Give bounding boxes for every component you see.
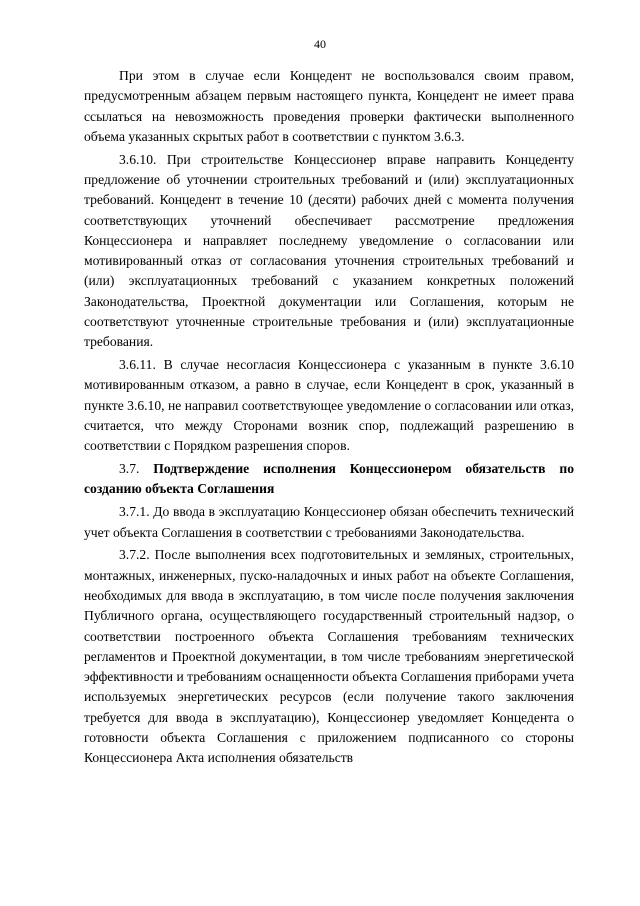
clause-text: После выполнения всех подготовительных и земляных, строительных, монтажных, инженерных, пуско-наладочных и иных работ на объекте Соглашения, необходимых для ввода в эксплуатацию, в том числе после получения заключения Публичного органа, осуществляющего государственный строительный надзор, о соответствии построенного объекта Соглашения требованиям технических регламентов и Проектной документации, в том числе требованиям энергетической эффективности и требованиям оснащенности объекта Соглашения приборами учета используемых энергетических ресурсов (если получение такого заключения требуется для ввода в эксплуатацию), Концессионер уведомляет Концедента о готовности объекта Соглашения с приложением подписанного со стороны Концессионера Акта исполнения обязательств xyxy=(84,547,574,766)
clause-number: 3.6.10. xyxy=(119,151,157,167)
clause-3-6-10 xyxy=(84,150,574,353)
paragraph-3-6-9-continuation xyxy=(84,66,574,147)
clause-text: При строительстве Концессионер вправе направить Концеденту предложение об уточнении строительных требований и (или) эксплуатационных требований. Концедент в течение 10 (десяти) рабочих дней с момента получения соответствующих уточнений обеспечивает рассмотрение предложения Концессионера и направляет последнему уведомление о согласовании или мотивированный отказ от согласования уточнения строительных требований и (или) эксплуатационных требований с указанием конкретных положений Законодательства, Проектной документации или Соглашения, которым не соответствуют уточненные строительные требования и (или) эксплуатационные требования. xyxy=(84,151,574,350)
clause-3-7-2 xyxy=(84,545,574,768)
section-3-7-heading xyxy=(84,459,574,500)
section-number: 3.7. xyxy=(119,461,140,477)
clause-3-6-11 xyxy=(84,355,574,456)
clause-number: 3.7.1. xyxy=(119,504,150,520)
document-body xyxy=(84,66,574,771)
clause-number: 3.7.2. xyxy=(119,547,150,563)
clause-3-7-1 xyxy=(84,502,574,543)
clause-text: До ввода в эксплуатацию Концессионер обязан обеспечить технический учет объекта Соглашения в соответствии с требованиями Законодательства. xyxy=(84,504,574,540)
clause-text: В случае несогласия Концессионера с указанным в пункте 3.6.10 мотивированным отказом, а равно в случае, если Концедент в срок, указанный в пункте 3.6.10, не направил соответствующее уведомление о согласовании или отказ, считается, что между Сторонами возник спор, подлежащий разрешению в соответствии с Порядком разрешения споров. xyxy=(84,357,574,454)
page-number: 40 xyxy=(314,37,326,51)
clause-number: 3.6.11. xyxy=(119,357,156,373)
paragraph-text: При этом в случае если Концедент не воспользовался своим правом, предусмотренным абзацем первым настоящего пункта, Концедент не имеет права ссылаться на невозможность проведения проверки фактически выполненного объема указанных скрытых работ в соответствии с пунктом 3.6.3. xyxy=(84,68,574,144)
section-title: Подтверждение исполнения Концессионером обязательств по созданию объекта Соглашения xyxy=(84,461,574,497)
